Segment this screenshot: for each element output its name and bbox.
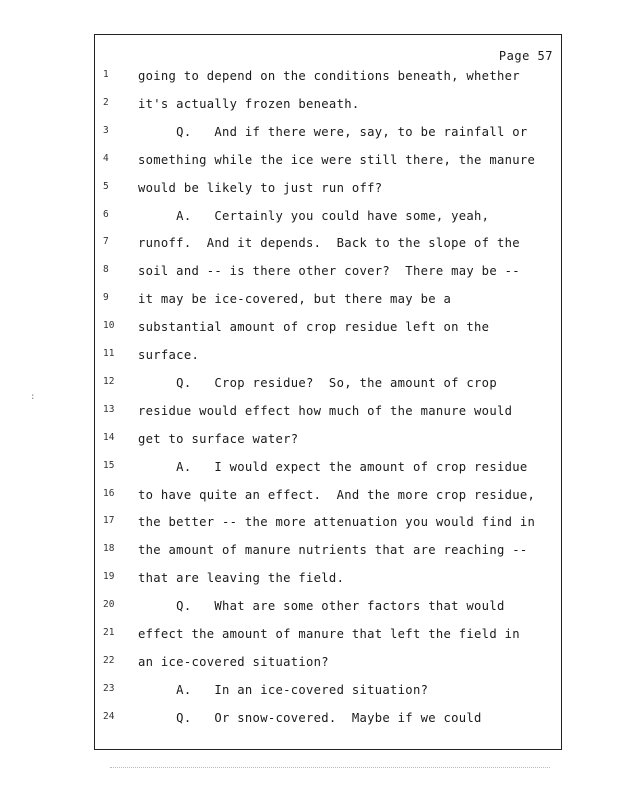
transcript-line bbox=[95, 711, 563, 731]
line-number: 10 bbox=[103, 320, 115, 332]
line-number: 2 bbox=[103, 96, 109, 108]
transcript-line bbox=[95, 236, 563, 256]
transcript-line bbox=[95, 348, 563, 368]
bottom-scan-artifact bbox=[110, 767, 550, 768]
line-text: to have quite an effect. And the more crop residue, bbox=[138, 487, 536, 502]
line-text: something while the ice were still there, the manure bbox=[138, 152, 536, 167]
transcript-line bbox=[95, 292, 563, 312]
line-text: substantial amount of crop residue left on the bbox=[138, 320, 490, 335]
transcript-line bbox=[95, 264, 563, 284]
line-number: 15 bbox=[103, 459, 115, 471]
line-number: 8 bbox=[103, 264, 109, 276]
line-text: runoff. And it depends. Back to the slope of the bbox=[138, 236, 520, 251]
transcript-line bbox=[95, 97, 563, 117]
line-text: surface. bbox=[138, 348, 200, 362]
line-number: 11 bbox=[103, 348, 115, 359]
line-text: A. Certainly you could have some, yeah, bbox=[138, 208, 490, 223]
line-number: 1 bbox=[103, 69, 109, 80]
margin-mark: : bbox=[30, 392, 36, 402]
line-text: it may be ice-covered, but there may be a bbox=[138, 292, 452, 307]
line-text: Q. Crop residue? So, the amount of crop bbox=[138, 375, 497, 390]
transcript-line bbox=[95, 515, 563, 535]
line-text: get to surface water? bbox=[138, 431, 299, 446]
line-number: 16 bbox=[103, 487, 115, 499]
line-text: the better -- the more attenuation you would find in bbox=[138, 515, 536, 530]
line-number: 17 bbox=[103, 515, 115, 527]
transcript-line bbox=[95, 599, 563, 619]
line-number: 9 bbox=[103, 292, 109, 304]
line-number: 19 bbox=[103, 571, 115, 583]
page-number: Page 57 bbox=[498, 49, 553, 63]
line-text: effect the amount of manure that left the field in bbox=[138, 627, 520, 641]
line-number: 3 bbox=[103, 124, 109, 136]
line-number: 23 bbox=[103, 682, 115, 694]
line-number: 14 bbox=[103, 431, 115, 443]
line-text: soil and -- is there other cover? There may be -- bbox=[138, 264, 520, 279]
line-text: Q. What are some other factors that would bbox=[138, 599, 505, 614]
transcript-line bbox=[95, 488, 563, 508]
transcript-line bbox=[95, 655, 563, 675]
line-text: A. In an ice-covered situation? bbox=[138, 682, 429, 697]
line-text: an ice-covered situation? bbox=[138, 654, 329, 669]
transcript-line bbox=[95, 181, 563, 201]
transcript-line bbox=[95, 683, 563, 703]
line-text: going to depend on the conditions beneath, whether bbox=[138, 69, 520, 83]
transcript-line bbox=[95, 404, 563, 424]
line-number: 21 bbox=[103, 627, 115, 638]
line-number: 22 bbox=[103, 654, 115, 666]
transcript-line bbox=[95, 376, 563, 396]
transcript-line bbox=[95, 153, 563, 173]
line-number: 6 bbox=[103, 208, 109, 220]
line-number: 12 bbox=[103, 375, 115, 387]
line-text: that are leaving the field. bbox=[138, 571, 345, 586]
line-number: 24 bbox=[103, 710, 115, 722]
line-text: Q. Or snow-covered. Maybe if we could bbox=[138, 710, 482, 725]
transcript-line bbox=[95, 627, 563, 647]
transcript-page bbox=[94, 34, 562, 750]
transcript-line bbox=[95, 432, 563, 452]
line-number: 18 bbox=[103, 543, 115, 555]
line-number: 20 bbox=[103, 599, 115, 611]
transcript-line bbox=[95, 125, 563, 145]
transcript-line bbox=[95, 571, 563, 591]
line-text: the amount of manure nutrients that are reaching -- bbox=[138, 543, 528, 558]
line-text: Q. And if there were, say, to be rainfall or bbox=[138, 124, 528, 139]
line-text: A. I would expect the amount of crop residue bbox=[138, 459, 528, 474]
transcript-line bbox=[95, 69, 563, 89]
line-number: 13 bbox=[103, 403, 115, 415]
line-text: residue would effect how much of the manure would bbox=[138, 403, 513, 418]
line-text: would be likely to just run off? bbox=[138, 180, 383, 195]
line-number: 5 bbox=[103, 180, 109, 192]
line-number: 4 bbox=[103, 152, 109, 164]
line-text: it's actually frozen beneath. bbox=[138, 96, 360, 111]
line-number: 7 bbox=[103, 236, 109, 248]
transcript-line bbox=[95, 543, 563, 563]
transcript-line bbox=[95, 460, 563, 480]
transcript-line bbox=[95, 320, 563, 340]
transcript-line bbox=[95, 209, 563, 229]
